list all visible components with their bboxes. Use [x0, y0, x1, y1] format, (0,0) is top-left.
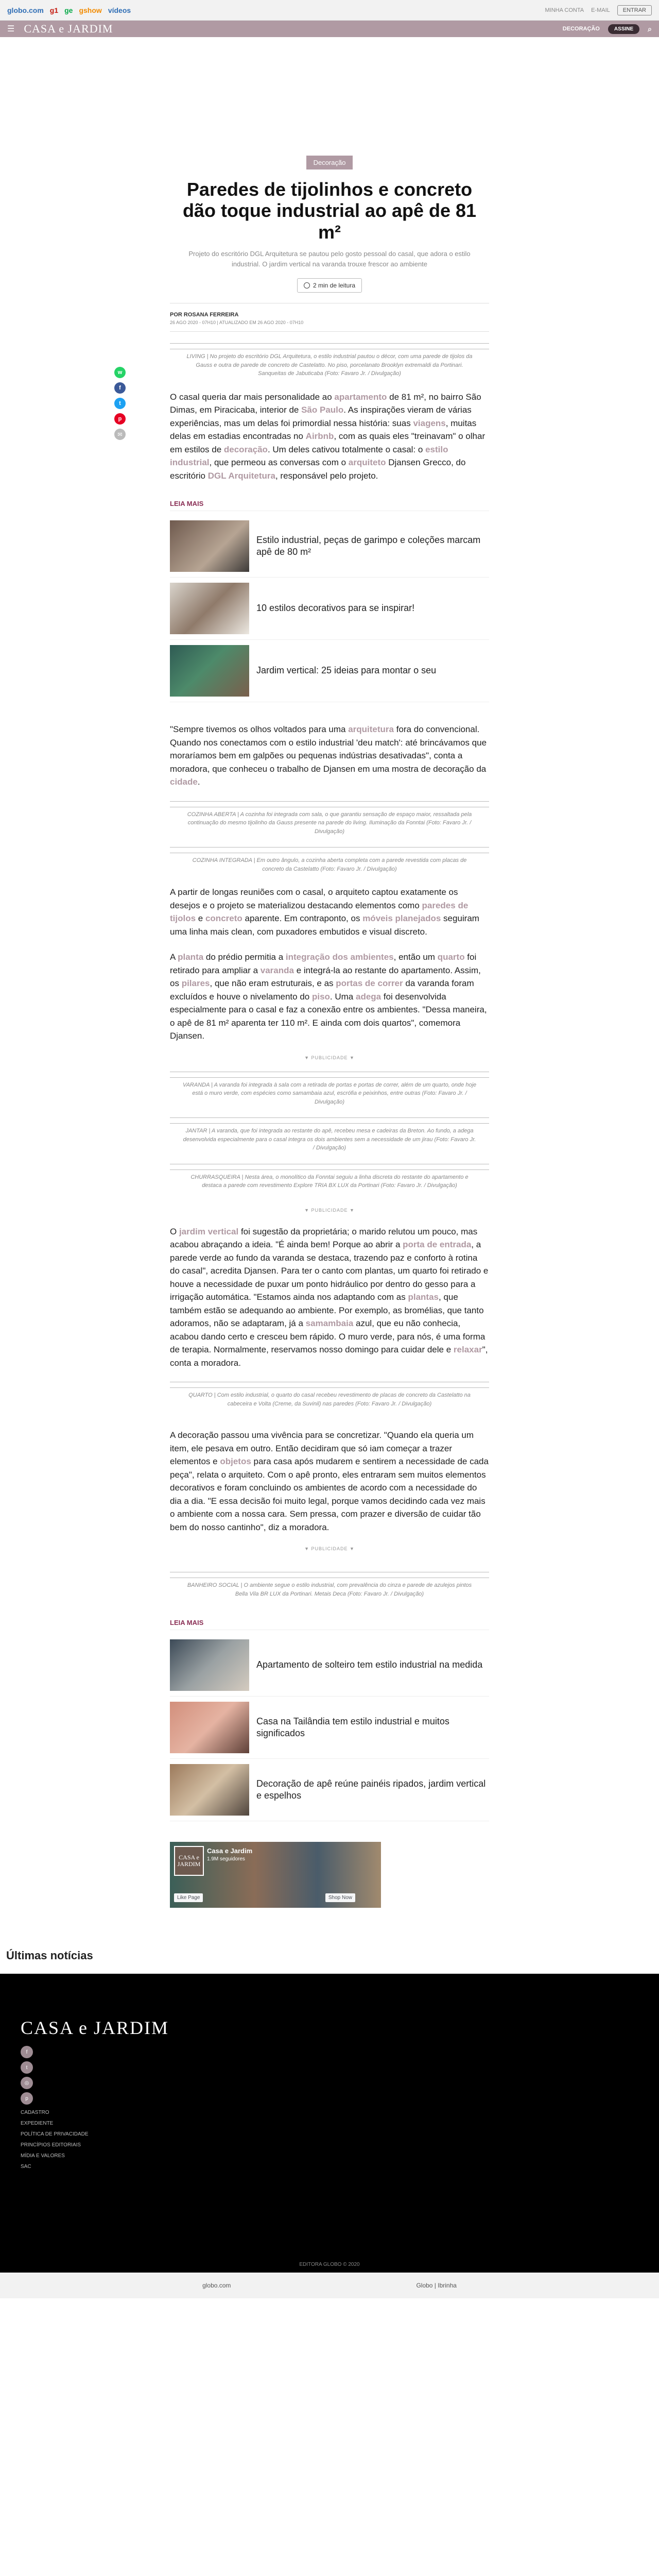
nav-g1[interactable]: g1	[49, 6, 59, 14]
leia-mais-heading: LEIA MAIS	[170, 1619, 489, 1630]
footer-link-privacidade[interactable]: POLÍTICA DE PRIVACIDADE	[21, 2131, 89, 2138]
readmore-item[interactable]	[170, 578, 489, 640]
read-time-badge	[297, 278, 362, 293]
photo-placeholder	[170, 801, 489, 807]
link-relaxar[interactable]: relaxar	[453, 1345, 482, 1355]
email-link[interactable]: E-MAIL	[591, 7, 610, 13]
photo-caption: BANHEIRO SOCIAL | O ambiente segue o estilo industrial, com prevalência do cinza e parede de azulejos pintos Bella Vila BR LUX da Portinari. Metais Deca (Foto: Favaro Jr. / Divulgação)	[187, 1582, 472, 1597]
site-logo[interactable]: CASA e JARDIM	[24, 22, 113, 35]
photo-caption: JANTAR | A varanda, que foi integrada ao restante do apê, recebeu mesa e cadeiras da Breton. Ao fundo, a adega desenvolvida especialmente para o casal integra os dois ambientes sem a necessidade de um jirau (Foto: Favaro Jr. / Divulgação)	[183, 1128, 476, 1151]
article-title: Paredes de tijolinhos e concreto dão toque industrial ao apê de 81 m²	[182, 179, 477, 243]
link-estilo-industrial[interactable]: estilo industrial	[170, 444, 448, 468]
article-header	[170, 37, 489, 293]
facebook-shop-button[interactable]: Shop Now	[325, 1893, 355, 1902]
readmore-thumbnail	[170, 1702, 249, 1753]
entrar-button[interactable]: ENTRAR	[617, 5, 652, 15]
nav-videos[interactable]: vídeos	[108, 6, 131, 14]
leia-mais-heading: LEIA MAIS	[170, 500, 489, 511]
readmore-item[interactable]	[170, 1697, 489, 1759]
instagram-icon[interactable]: ◎	[21, 2077, 33, 2089]
globo-top-bar	[0, 0, 659, 21]
whatsapp-icon[interactable]: w	[114, 367, 126, 378]
link-porta-entrada[interactable]: porta de entrada	[403, 1240, 472, 1250]
photo-caption: COZINHA ABERTA | A cozinha foi integrada com sala, o que garantiu sensação de espaço maior, ressaltada pela continuação do mesmo tijolinho da Gauss presente na parede do living. Iluminação da Fonntai (Foto: Favaro Jr. / Divulgação)	[187, 811, 472, 835]
share-bar	[114, 367, 126, 440]
clock-icon	[304, 282, 310, 289]
readmore-title: Decoração de apê reúne painéis ripados, jardim vertical e espelhos	[256, 1778, 486, 1801]
photo-placeholder	[170, 1164, 489, 1170]
globo-logo[interactable]: globo.com	[7, 6, 44, 14]
globo-footer-logo[interactable]: globo.com	[202, 2282, 231, 2290]
ad-label: ▼ PUBLICIDADE ▼	[304, 1207, 355, 1213]
readmore-thumbnail	[170, 583, 249, 634]
menu-icon[interactable]: ☰	[7, 25, 15, 33]
link-dgl[interactable]: DGL Arquitetura	[207, 470, 275, 481]
pinterest-icon[interactable]: p	[21, 2092, 33, 2105]
byline: POR ROSANA FERREIRA	[170, 312, 239, 318]
link-jardim-vertical[interactable]: jardim vertical	[179, 1226, 239, 1236]
readmore-item[interactable]	[170, 1634, 489, 1697]
link-objetos[interactable]: objetos	[220, 1456, 251, 1467]
read-time-label: 2 min de leitura	[313, 282, 356, 290]
link-viagens[interactable]: viagens	[413, 418, 446, 428]
footer-link-cadastro[interactable]: CADASTRO	[21, 2110, 49, 2116]
photo-caption: LIVING | No projeto do escritório DGL Arquitetura, o estilo industrial pautou o décor, com uma parede de tijolos da Gauss e outra de parede de concreto de Castelatto. No piso, porcelanato Brooklyn extremaldi da Portinari. Sanqueitas de Jabuticaba (Foto: Favaro Jr. / Divulgação)	[186, 353, 473, 377]
facebook-page-widget[interactable]	[170, 1842, 381, 1908]
nav-ge[interactable]: ge	[64, 6, 73, 14]
photo-placeholder	[170, 847, 489, 853]
link-adega[interactable]: adega	[355, 991, 381, 1002]
link-airbnb[interactable]: Airbnb	[305, 431, 334, 442]
link-apartamento[interactable]: apartamento	[334, 392, 387, 402]
pinterest-icon[interactable]: p	[114, 413, 126, 425]
link-plantas[interactable]: plantas	[408, 1292, 439, 1302]
readmore-title: Casa na Tailândia tem estilo industrial e muitos significados	[256, 1716, 449, 1739]
ad-label: ▼ PUBLICIDADE ▼	[304, 1546, 355, 1552]
paragraph-1: O casal queria dar mais personalidade ao apartamento de 81 m², no bairro São Dimas, em Piracicaba, interior de São Paulo. As inspirações vieram de várias experiências, mas um delas foi primordial nessa história: suas viagens, muitas delas em estadias encontradas no Airbnb, com as quais eles "treinavam" o olhar em estilos de decoração. Um deles cativou totalmente o casal: o estilo industrial, que permeou as conversas com o arquiteto Djansen Grecco, do escritório DGL Arquitetura, responsável pelo projeto.	[170, 392, 485, 481]
readmore-thumbnail	[170, 645, 249, 697]
footer-links	[21, 2110, 638, 2170]
link-decoracao[interactable]: decoração	[223, 444, 268, 454]
photo-placeholder	[170, 1572, 489, 1578]
twitter-icon[interactable]: t	[114, 398, 126, 409]
paragraph-5: O jardim vertical foi sugestão da proprietária; o marido relutou um pouco, mas acabou abraçando a ideia. "É ainda bem! Porque ao abrir a porta de entrada, a parede verde ao fundo da varanda se destaca, trazendo paz e conforto à rotina do casal", acredita Djansen. Para ter o canto com plantas, um quarto foi retirado e houve a necessidade de puxar um ponto hidráulico por dentro do gesso para a irrigação automática. "Estamos ainda nos adaptando com as plantas, que também estão se adequando ao ambiente. Por exemplo, as bromélias, que tanto adoramos, não se adaptaram, já a samambaia azul, que eu não conhecia, acabou dando certo e cresceu bem rápido. O muro verde, para nós, é uma forma de terapia. Normalmente, reservamos nosso domingo para cuidar dele e relaxar", conta a moradora.	[170, 1226, 489, 1368]
photo-caption: CHURRASQUEIRA | Nesta área, o monolítico da Fonntai seguiu a linha discreta do restante do apartamento e destaca a parede com revestimento Explore TRIA BX LUX da Portinari (Foto: Favaro Jr. / Divulgação)	[190, 1174, 469, 1189]
link-samambaia[interactable]: samambaia	[305, 1318, 354, 1329]
photo-caption: QUARTO | Com estilo industrial, o quarto do casal recebeu revestimento de placas de concreto da Castelatto na cabeceira e Volta (Creme, da Suvinil) nas paredes (Foto: Favaro Jr. / Divulgação)	[188, 1392, 471, 1407]
link-paredes-tijolos[interactable]: paredes de tijolos	[170, 900, 469, 924]
footer-link-midia[interactable]: MÍDIA E VALORES	[21, 2153, 65, 2159]
facebook-like-button[interactable]: Like Page	[174, 1893, 203, 1902]
facebook-page-logo: CASA e JARDIM	[174, 1846, 204, 1876]
link-sao-paulo[interactable]: São Paulo	[301, 405, 344, 415]
readmore-thumbnail	[170, 1764, 249, 1816]
footer-logo[interactable]: CASA e JARDIM	[21, 2018, 169, 2039]
paragraph-4: A planta do prédio permitia a integração dos ambientes, então um quarto foi retirado para ampliar a varanda e integrá-la ao restante do apartamento. Assim, os pilares, que não eram estruturais, e as portas de correr da varanda foram excluídos e houve o nivelamento do piso. Uma adega foi desenvolvida especialmente para o casal e faz a conexão entre os ambientes. "Dessa maneira, o apê de 81 m² aparenta ter 110 m². E ainda com dois quartos", comemora Djansen.	[170, 952, 487, 1041]
assine-button[interactable]: ASSINE	[608, 24, 639, 34]
footer-link-sac[interactable]: SAC	[21, 2164, 31, 2170]
link-arquitetura[interactable]: arquitetura	[348, 724, 394, 735]
ad-label: ▼ PUBLICIDADE ▼	[304, 1055, 355, 1060]
link-arquiteto[interactable]: arquiteto	[348, 457, 386, 468]
readmore-title: Jardim vertical: 25 ideias para montar o seu	[256, 665, 437, 676]
link-cidade[interactable]: cidade	[170, 777, 198, 787]
readmore-item[interactable]	[170, 640, 489, 702]
photo-placeholder	[170, 1072, 489, 1078]
globo-footer-links[interactable]: Globo | Ibrinha	[416, 2282, 457, 2290]
readmore-title: 10 estilos decorativos para se inspirar!	[256, 603, 415, 614]
photo-placeholder	[170, 1382, 489, 1388]
link-piso[interactable]: piso	[311, 991, 330, 1002]
readmore-title: Apartamento de solteiro tem estilo industrial na medida	[256, 1659, 483, 1670]
facebook-icon[interactable]: f	[21, 2046, 33, 2058]
link-integracao[interactable]: integração dos ambientes	[285, 952, 394, 962]
link-quarto[interactable]: quarto	[437, 952, 465, 962]
photo-placeholder	[170, 343, 489, 349]
facebook-follower-count: 1.9M seguidores	[207, 1856, 245, 1862]
photo-caption: VARANDA | A varanda foi integrada à sala com a retirada de portas e portas de correr, além de um quarto, onde hoje está o muro verde, com espécies como samambaia azul, escrófia e peixinhos, entre outras (Foto: Favaro Jr. / Divulgação)	[182, 1081, 477, 1105]
paragraph-2: "Sempre tivemos os olhos voltados para uma arquitetura fora do convencional. Quando nos conectamos com o estilo industrial 'deu match': até brincávamos que moraríamos bem em galpões ou pequenas indústrias desativadas", conta a moradora, que conheceu o trabalho de Djansen em uma mostra de decoração da cidade.	[170, 724, 487, 787]
footer-link-expediente[interactable]: EXPEDIENTE	[21, 2121, 54, 2127]
link-pilares[interactable]: pilares	[181, 978, 210, 989]
readmore-title: Estilo industrial, peças de garimpo e coleções marcam apê de 80 m²	[256, 534, 481, 557]
article-subtitle: Projeto do escritório DGL Arquitetura se pautou pelo gosto pessoal do casal, que adora o estilo industrial. O jardim vertical na varanda trouxe frescor ao ambiente	[188, 250, 471, 268]
readmore-thumbnail	[170, 520, 249, 572]
globo-bottom-bar	[0, 2273, 659, 2298]
footer	[0, 1974, 659, 2273]
twitter-icon[interactable]: t	[21, 2061, 33, 2074]
footer-socials	[21, 2046, 638, 2105]
photo-caption: COZINHA INTEGRADA | Em outro ângulo, a cozinha aberta completa com a parede revestida com placas de concreto da Castelatto (Foto: Favaro Jr. / Divulgação)	[192, 857, 467, 872]
dateline: 26 AGO 2020 - 07H10 | ATUALIZADO EM 26 AGO 2020 - 07H10	[170, 320, 304, 326]
paragraph-3: A partir de longas reuniões com o casal, o arquiteto captou exatamente os desejos e o projeto se materializou destacando elementos como paredes de tijolos e concreto aparente. Em contraponto, os móveis planejados seguiram uma linha mais clean, com puxadores embutidos e visual discreto.	[170, 887, 479, 937]
paragraph-6: A decoração passou uma vivência para se concretizar. "Quando ela queria um item, ele pesava em outro. Então decidiram que só iam começar a trazer elementos e objetos para casa após mudarem e sentirem a necessidade de cada peça", relata o arquiteto. Com o apê pronto, eles entraram sem muitos elementos decorativos e foram concluindo os ambientes de acordo com a necessidade do dia a dia. "E essa decisão foi muito legal, porque vamos decidindo cada vez mais o ambiente com a nossa cara. Sem pressa, com prazer e diversão de cuidar tão bem do nosso cantinho", diz a moradora.	[170, 1430, 489, 1532]
link-moveis-planejados[interactable]: móveis planejados	[362, 913, 441, 924]
readmore-item[interactable]	[170, 515, 489, 578]
facebook-page-name[interactable]: Casa e Jardim	[207, 1847, 253, 1855]
footer-link-principios[interactable]: PRINCÍPIOS EDITORIAIS	[21, 2142, 81, 2148]
email-share-icon[interactable]: ✉	[114, 429, 126, 440]
readmore-thumbnail	[170, 1639, 249, 1691]
divider	[170, 331, 489, 332]
globo-account-area	[545, 5, 652, 15]
editora-globo-credit: EDITORA GLOBO © 2020	[299, 2262, 360, 2268]
link-portas-correr[interactable]: portas de correr	[336, 978, 403, 989]
site-header	[0, 21, 659, 37]
article	[117, 37, 489, 1908]
readmore-item[interactable]	[170, 1759, 489, 1821]
nav-gshow[interactable]: gshow	[79, 6, 102, 14]
minha-conta-link[interactable]: MINHA CONTA	[545, 7, 584, 13]
search-icon[interactable]: ⌕	[648, 24, 652, 33]
section-label[interactable]: DECORAÇÃO	[562, 26, 600, 32]
photo-placeholder	[170, 1117, 489, 1124]
ultimas-noticias-heading: Últimas notícias	[6, 1949, 93, 1962]
article-kicker[interactable]: Decoração	[306, 156, 353, 170]
link-planta[interactable]: planta	[178, 952, 204, 962]
link-varanda[interactable]: varanda	[260, 965, 294, 975]
link-concreto[interactable]: concreto	[205, 913, 242, 924]
facebook-icon[interactable]: f	[114, 382, 126, 394]
